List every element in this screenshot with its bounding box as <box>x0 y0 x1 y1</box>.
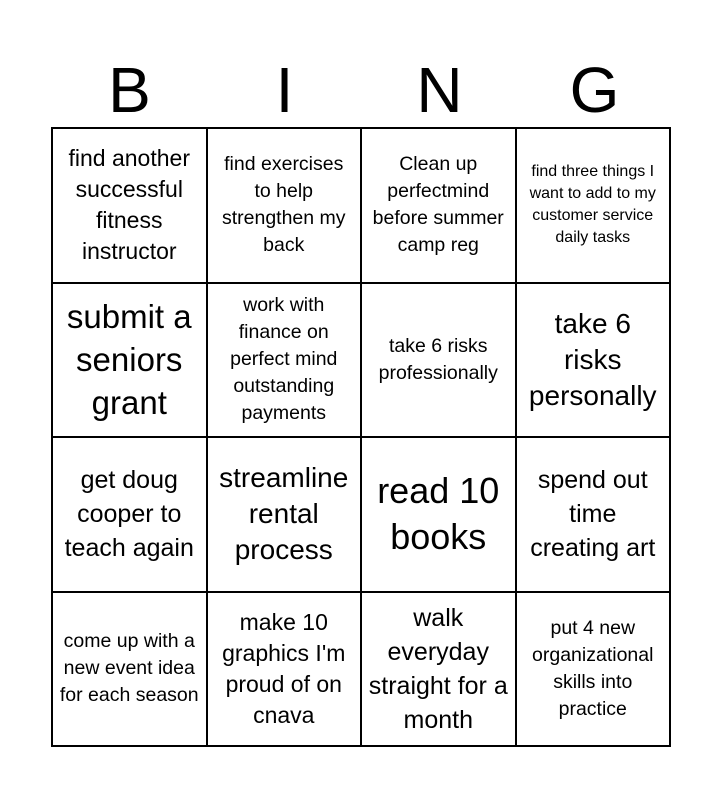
cell-text: read 10 books <box>377 470 500 558</box>
bingo-board <box>51 127 671 747</box>
bingo-cell[interactable] <box>517 593 672 748</box>
cell-text: streamline rental process <box>219 462 349 566</box>
cell-text: get doug cooper to teach again <box>64 466 194 563</box>
bingo-cell[interactable] <box>53 284 208 439</box>
bingo-cell[interactable] <box>208 284 363 439</box>
bingo-cell[interactable] <box>53 129 208 284</box>
bingo-cell[interactable] <box>517 284 672 439</box>
cell-text: make 10 graphics I'm proud of on cnava <box>222 608 346 728</box>
cell-text: find three things I want to add to my customer service daily tasks <box>529 163 656 247</box>
cell-text: submit a seniors grant <box>66 298 192 422</box>
bingo-cell[interactable] <box>208 593 363 748</box>
bingo-cell[interactable] <box>53 438 208 593</box>
header-letter-g: G <box>569 54 620 126</box>
bingo-cell[interactable] <box>362 438 517 593</box>
header-letter-n: N <box>416 54 463 126</box>
cell-text: find another successful fitness instructor <box>68 145 190 265</box>
bingo-cell[interactable] <box>362 593 517 748</box>
cell-text: take 6 risks personally <box>528 307 657 411</box>
bingo-cell[interactable] <box>517 438 672 593</box>
cell-text: take 6 risks professionally <box>378 334 498 384</box>
cell-text: find exercises to help strengthen my back <box>221 153 346 257</box>
bingo-cell[interactable] <box>362 129 517 284</box>
header-letter-b: B <box>108 54 151 126</box>
bingo-cell[interactable] <box>362 284 517 439</box>
bingo-header <box>52 52 672 128</box>
bingo-cell[interactable] <box>208 438 363 593</box>
bingo-cell[interactable] <box>208 129 363 284</box>
cell-text: Clean up perfectmind before summer camp reg <box>372 153 504 257</box>
header-letter-i: I <box>275 54 294 126</box>
cell-text: come up with a new event idea for each season <box>59 630 199 707</box>
bingo-cell[interactable] <box>517 129 672 284</box>
bingo-cell[interactable] <box>53 593 208 748</box>
cell-text: put 4 new organizational skills into practice <box>532 616 654 720</box>
cell-text: work with finance on perfect mind outstanding payments <box>230 294 338 425</box>
cell-text: spend out time creating art <box>530 466 656 563</box>
cell-text: walk everyday straight for a month <box>368 603 508 734</box>
